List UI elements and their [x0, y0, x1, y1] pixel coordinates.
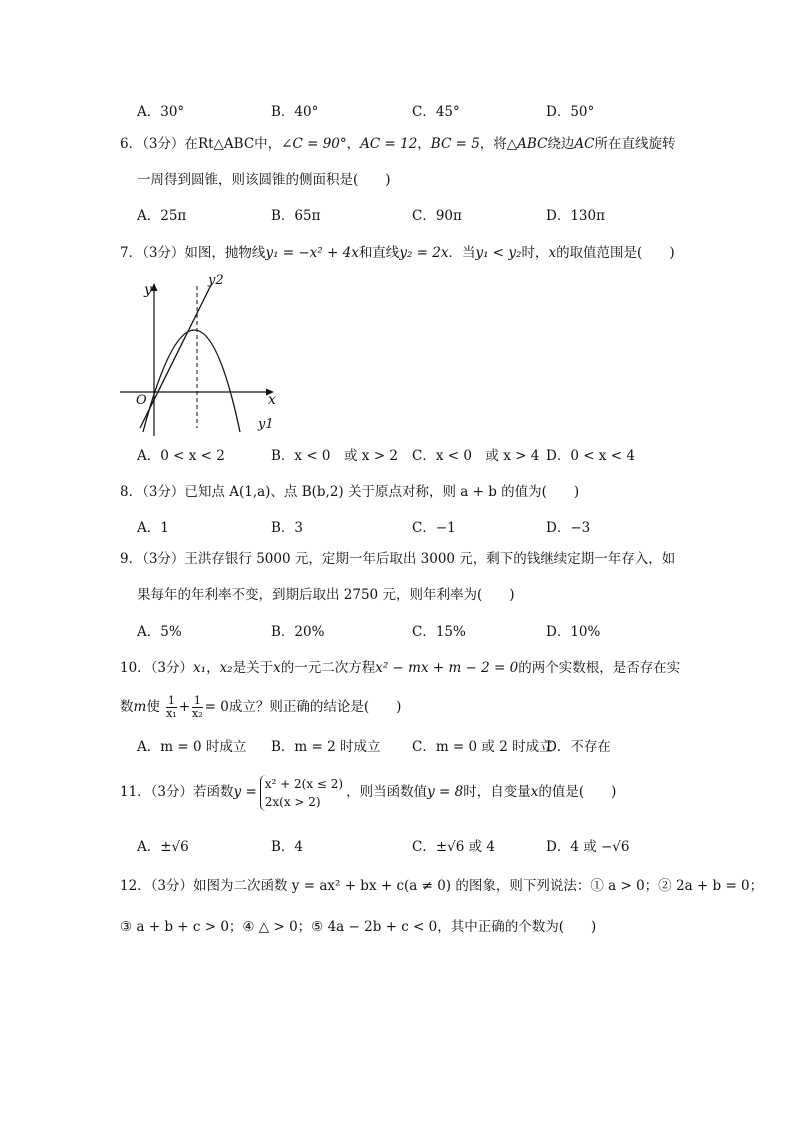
q7-math: x [548, 245, 557, 261]
q10-math: = 0 [204, 699, 229, 715]
q10-fraction-1 [166, 695, 177, 720]
q9-option-a[interactable]: A．5% [137, 624, 182, 640]
q10-math: x₁ [193, 660, 207, 676]
q8-option-c[interactable]: C．−1 [412, 520, 456, 536]
q7-option-b[interactable]: B．x < 0 或 x > 2 [271, 448, 398, 464]
q6-stem-line1 [120, 134, 676, 154]
q10-prefix: 10．（3分） [120, 660, 194, 676]
q10-text: 的一元二次方程 [280, 660, 376, 676]
q10-math: x₂ [219, 660, 233, 676]
q6-text: ， [417, 136, 431, 152]
q10-text: ， [206, 660, 220, 676]
q11-stem [120, 772, 616, 812]
q8-option-b[interactable]: B．3 [271, 520, 304, 536]
q11-option-d[interactable]: D．4 或 −√6 [546, 839, 630, 855]
q6-prefix: 6．（3分）在 [120, 136, 198, 152]
y2-label: y2 [208, 273, 224, 288]
q10-option-c[interactable]: C．m = 0 或 2 时成立 [412, 739, 553, 755]
q6-text: 所在直线旋转 [594, 136, 676, 152]
q11-text: 的值是( ) [538, 784, 617, 800]
q5-option-b[interactable]: B．40° [271, 104, 319, 120]
q7-option-a[interactable]: A．0 < x < 2 [137, 448, 225, 464]
q11-math: y = 8 [427, 784, 464, 800]
q11-case-1: x² + 2(x ≤ 2) [264, 776, 344, 791]
q11-case-2: 2x(x > 2) [264, 794, 321, 809]
q10-stem-line1 [120, 658, 680, 678]
q11-math: y = [233, 784, 257, 800]
q7-stem [120, 243, 675, 263]
q11-option-b[interactable]: B．4 [271, 839, 304, 855]
q6-option-d[interactable]: D．130π [546, 208, 605, 224]
q6-stem-line2: 一周得到圆锥，则该圆锥的侧面积是( ) [137, 172, 391, 188]
q5-option-d[interactable]: D．50° [546, 104, 595, 120]
q7-prefix: 7．（3分）如图，抛物线 [120, 245, 266, 261]
fraction-numerator: 1 [193, 694, 201, 707]
q10-text: 数 [120, 699, 134, 715]
q7-text: 的取值范围是( ) [556, 245, 675, 261]
q7-math: y₁ = −x² + 4x [265, 245, 359, 261]
q10-text: 是关于 [232, 660, 274, 676]
q10-text: 的两个实数根，是否存在实 [518, 660, 681, 676]
q7-option-d[interactable]: D．0 < x < 4 [546, 448, 635, 464]
q8-option-d[interactable]: D．−3 [546, 520, 591, 536]
q9-stem-line2: 果每年的年利率不变，到期后取出 2750 元，则年利率为( ) [137, 587, 515, 603]
q9-option-c[interactable]: C．15% [412, 624, 466, 640]
q10-fraction-2 [192, 695, 203, 720]
q6-math: AC [574, 136, 595, 152]
q6-text: ，将 [479, 136, 507, 152]
q11-option-c[interactable]: C．±√6 或 4 [412, 839, 496, 855]
q5-option-a[interactable]: A．30° [137, 104, 185, 120]
q7-option-c[interactable]: C．x < 0 或 x > 4 [412, 448, 540, 464]
q10-option-a[interactable]: A．m = 0 时成立 [137, 739, 247, 755]
origin-label: O [136, 393, 147, 408]
q11-prefix: 11．（3分）若函数 [120, 784, 234, 800]
q10-text: 成立？则正确的结论是( ) [228, 699, 402, 715]
q6-math: AC = 12 [360, 136, 418, 152]
q10-text: 使 [146, 699, 160, 715]
q6-text: ， [346, 136, 361, 152]
q9-option-b[interactable]: B．20% [271, 624, 325, 640]
parabola-y1 [143, 330, 240, 432]
fraction-numerator: 1 [167, 694, 175, 707]
q10-stem-line2 [120, 690, 401, 724]
q7-graph [110, 268, 290, 440]
q6-option-b[interactable]: B．65π [271, 208, 321, 224]
x-axis-label: x [268, 392, 276, 408]
q9-stem-line1: 9．（3分）王洪存银行 5000 元，定期一年后取出 3000 元，剩下的钱继续定期一年存入，如 [120, 551, 676, 567]
q6-text: Rt△ABC中， [197, 136, 282, 152]
q9-option-d[interactable]: D．10% [546, 624, 601, 640]
q10-math: + [178, 699, 191, 715]
q12-stem-line2: ③ a + b + c > 0；④ △ > 0；⑤ 4a − 2b + c < 0，其中正确的个数为( ) [120, 919, 597, 935]
q11-option-a[interactable]: A．±√6 [137, 839, 189, 855]
y-axis-label: y [144, 282, 152, 298]
line-y2 [140, 283, 212, 428]
q6-text: 绕边 [547, 136, 575, 152]
q7-math: y₂ = 2x [399, 245, 449, 261]
q10-option-d[interactable]: D．不存在 [546, 739, 611, 755]
q7-math: y₁ < y₂ [475, 245, 522, 261]
q6-math: ∠C = 90° [281, 136, 347, 152]
q5-option-c[interactable]: C．45° [412, 104, 460, 120]
q12-stem-line1: 12．（3分）如图为二次函数 y = ax² + bx + c(a ≠ 0) 的图象，则下列说法：① a > 0；② 2a + b = 0； [120, 878, 764, 894]
q8-option-a[interactable]: A．1 [137, 520, 169, 536]
q11-math: x [530, 784, 539, 800]
q6-option-a[interactable]: A．25π [137, 208, 187, 224]
fraction-denominator: x₂ [192, 707, 203, 720]
q7-text: ．当 [448, 245, 476, 261]
y1-label: y1 [258, 417, 274, 432]
q11-text: ，则当函数值 [346, 784, 428, 800]
q7-text: 和直线 [358, 245, 400, 261]
q11-piecewise [260, 775, 343, 811]
q10-option-b[interactable]: B．m = 2 时成立 [271, 739, 381, 755]
q10-math: m [133, 699, 147, 715]
q11-text: 时，自变量 [463, 784, 531, 800]
fraction-denominator: x₁ [166, 707, 177, 720]
q6-option-c[interactable]: C．90π [412, 208, 462, 224]
q10-math: x² − mx + m − 2 = 0 [375, 660, 519, 676]
q6-math: △ABC [506, 136, 548, 152]
q8-stem: 8．（3分）已知点 A(1,a)、点 B(b,2) 关于原点对称，则 a + b 的值为( ) [120, 484, 580, 500]
q10-math: x [273, 660, 281, 676]
q6-math: BC = 5 [430, 136, 480, 152]
q7-text: 时， [521, 245, 549, 261]
